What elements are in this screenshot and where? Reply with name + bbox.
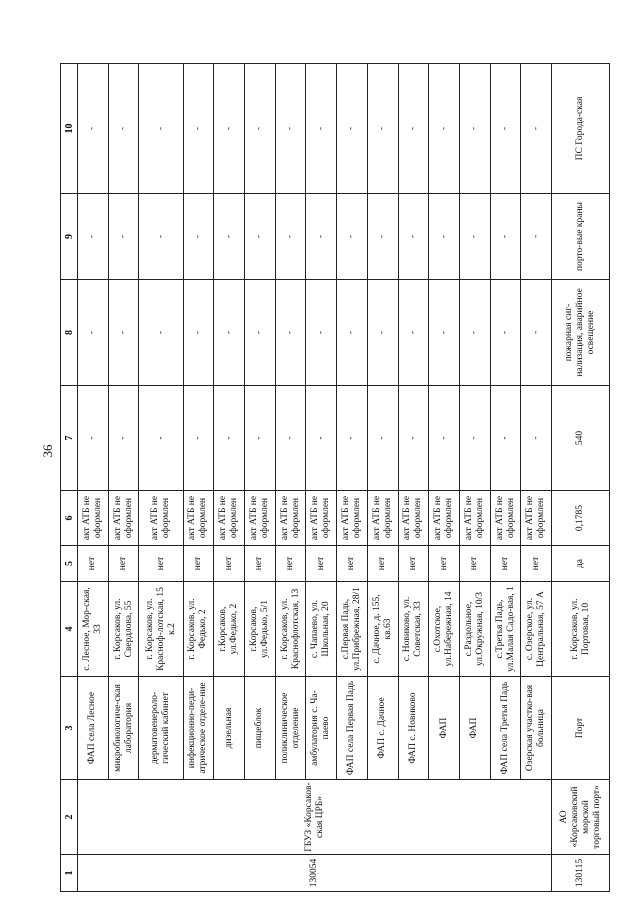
table-cell: с. Озерское, ул. Центральная, 57 А: [521, 582, 552, 677]
table-cell: -: [490, 386, 521, 491]
header-cell: 2: [61, 780, 78, 855]
table-row: [245, 64, 276, 892]
table-cell: -: [306, 386, 337, 491]
table-cell: -: [367, 194, 398, 280]
table-cell: ФАП с. Дачное: [367, 677, 398, 780]
table-cell: с. Новиково, ул. Советская, 33: [398, 582, 429, 677]
table-cell: дерматовенероло-гический кабинет: [139, 677, 183, 780]
table-cell: -: [245, 64, 276, 194]
table-cell: -: [429, 194, 460, 280]
table-cell: с. Чапаево, ул. Школьная, 20: [306, 582, 337, 677]
table-cell: инфекционно-педи-атрическое отделе-ние: [183, 677, 214, 780]
table-row: [306, 64, 337, 892]
table-cell: пожарная сиг-нализация, аварийное освещение: [552, 280, 610, 386]
table-cell: -: [275, 280, 306, 386]
table-row: [108, 64, 139, 892]
header-cell: 4: [61, 582, 78, 677]
table-cell: нет: [108, 546, 139, 582]
table-cell: -: [275, 64, 306, 194]
table-cell: ФАП села Первая Падь: [337, 677, 368, 780]
table-cell: нет: [367, 546, 398, 582]
rotated-table-wrapper: [60, 64, 610, 892]
table-body: [78, 64, 610, 892]
table-cell: -: [214, 280, 245, 386]
table-cell: АО «Корсаковский морской торговый порт»: [552, 780, 610, 855]
table-cell: -: [367, 280, 398, 386]
table-row: [139, 64, 183, 892]
table-row: [398, 64, 429, 892]
table-cell: акт АТБ не оформлен: [490, 491, 521, 546]
table-row: [521, 64, 552, 892]
table-cell: нет: [78, 546, 109, 582]
table-row: [78, 64, 109, 892]
table-cell: ПС Города-ская: [552, 64, 610, 194]
table-cell: порто-вые краны: [552, 194, 610, 280]
table-row: [275, 64, 306, 892]
table-cell: -: [108, 386, 139, 491]
table-cell: нет: [275, 546, 306, 582]
table-cell: -: [78, 280, 109, 386]
table-cell: -: [183, 194, 214, 280]
table-cell: -: [459, 280, 490, 386]
table-cell: с.Раздольное, ул.Окружная, 10/3: [459, 582, 490, 677]
table-cell: нет: [245, 546, 276, 582]
table-cell: -: [337, 280, 368, 386]
table-cell: -: [139, 386, 183, 491]
table-cell: пищеблок: [245, 677, 276, 780]
table-cell: -: [306, 280, 337, 386]
table-row: [459, 64, 490, 892]
table-cell: -: [490, 64, 521, 194]
table-cell: -: [337, 386, 368, 491]
table-cell: акт АТБ не оформлен: [183, 491, 214, 546]
table-row: [429, 64, 460, 892]
table-cell: -: [429, 64, 460, 194]
table-cell: -: [245, 194, 276, 280]
table-cell: -: [521, 280, 552, 386]
table-cell: 0,1785: [552, 491, 610, 546]
table-cell: -: [139, 194, 183, 280]
table-cell: поликлиническое отделение: [275, 677, 306, 780]
table-cell: -: [108, 194, 139, 280]
table-cell: ФАП села Лесное: [78, 677, 109, 780]
table-cell: -: [521, 194, 552, 280]
table-cell: дизельная: [214, 677, 245, 780]
table-cell: -: [214, 194, 245, 280]
table-cell: -: [306, 64, 337, 194]
table-cell: г.Корсаков, ул.Федько, 5/1: [245, 582, 276, 677]
table-cell: г. Корсаков, ул. Краснофлотская, 13: [275, 582, 306, 677]
table-cell: ФАП села Третья Падь: [490, 677, 521, 780]
header-cell: 9: [61, 194, 78, 280]
table-cell: нет: [429, 546, 460, 582]
table-cell: -: [490, 280, 521, 386]
table-cell: акт АТБ не оформлен: [459, 491, 490, 546]
table-cell: с. Лесное, Мор-ская, 33: [78, 582, 109, 677]
table-cell: с.Охотское, ул.Набережная, 14: [429, 582, 460, 677]
table-cell: -: [108, 280, 139, 386]
table-cell: -: [245, 386, 276, 491]
table-cell: -: [139, 280, 183, 386]
table-row: [552, 64, 610, 892]
table-cell: акт АТБ не оформлен: [521, 491, 552, 546]
table-cell: с. Дачное, д. 155, кв.63: [367, 582, 398, 677]
table-cell: г. Корсаков, ул. Портовая, 10: [552, 582, 610, 677]
table-cell: -: [183, 64, 214, 194]
table-cell: -: [459, 194, 490, 280]
table-cell: 540: [552, 386, 610, 491]
table-cell: -: [398, 64, 429, 194]
table-cell: -: [398, 194, 429, 280]
table-cell: да: [552, 546, 610, 582]
table-cell: акт АТБ не оформлен: [139, 491, 183, 546]
table-cell: -: [214, 64, 245, 194]
table-row: [214, 64, 245, 892]
table-row: [367, 64, 398, 892]
table-cell: -: [337, 194, 368, 280]
table-cell: ГБУЗ «Корсаков-ская ЦРБ»: [78, 780, 552, 855]
table-cell: с.Третья Падь, ул.Малая Садо-вая, 1: [490, 582, 521, 677]
table-cell: ФАП: [459, 677, 490, 780]
table-cell: -: [78, 64, 109, 194]
table-cell: акт АТБ не оформлен: [214, 491, 245, 546]
table-cell: акт АТБ не оформлен: [245, 491, 276, 546]
table-cell: акт АТБ не оформлен: [398, 491, 429, 546]
table-cell: г. Корсаков, ул. Федько, 2: [183, 582, 214, 677]
table-cell: нет: [183, 546, 214, 582]
table-cell: -: [429, 386, 460, 491]
table-cell: ФАП с. Новиково: [398, 677, 429, 780]
table-cell: -: [459, 386, 490, 491]
table-cell: -: [398, 386, 429, 491]
header-cell: 5: [61, 546, 78, 582]
table-cell: нет: [306, 546, 337, 582]
table-cell: -: [183, 280, 214, 386]
table-cell: с.Первая Падь, ул.Прибрежная, 28/1: [337, 582, 368, 677]
header-cell: 6: [61, 491, 78, 546]
table-cell: г.Корсаков, ул.Федько, 2: [214, 582, 245, 677]
table-cell: г. Корсаков, ул. Свердлова, 55: [108, 582, 139, 677]
table-cell: -: [214, 386, 245, 491]
header-cell: 7: [61, 386, 78, 491]
table-row: [490, 64, 521, 892]
table-cell: акт АТБ не оформлен: [108, 491, 139, 546]
table-cell: -: [490, 194, 521, 280]
page-number: 36: [40, 444, 55, 458]
table-cell: -: [367, 64, 398, 194]
table-cell: нет: [459, 546, 490, 582]
header-cell: 8: [61, 280, 78, 386]
table-row: [337, 64, 368, 892]
header-cell: 1: [61, 855, 78, 892]
table-cell: акт АТБ не оформлен: [306, 491, 337, 546]
table-cell: микробиологиче-ская лаборатория: [108, 677, 139, 780]
table-cell: -: [78, 386, 109, 491]
table-cell: г. Корсаков, ул. Красноф-лотская, 15 к.2: [139, 582, 183, 677]
table-cell: Озерская участко-вая больница: [521, 677, 552, 780]
table-cell: -: [521, 64, 552, 194]
data-table: [60, 63, 610, 892]
table-cell: 130054: [78, 855, 552, 892]
table-cell: -: [183, 386, 214, 491]
table-cell: -: [337, 64, 368, 194]
table-cell: -: [78, 194, 109, 280]
table-cell: нет: [337, 546, 368, 582]
table-cell: -: [245, 280, 276, 386]
table-cell: -: [139, 64, 183, 194]
table-cell: -: [367, 386, 398, 491]
table-cell: нет: [139, 546, 183, 582]
table-row: [183, 64, 214, 892]
table-cell: -: [521, 386, 552, 491]
table-cell: нет: [398, 546, 429, 582]
table-cell: акт АТБ не оформлен: [275, 491, 306, 546]
table-cell: ФАП: [429, 677, 460, 780]
header-cell: 10: [61, 64, 78, 194]
table-cell: -: [275, 386, 306, 491]
table-cell: -: [398, 280, 429, 386]
table-cell: -: [108, 64, 139, 194]
table-cell: акт АТБ не оформлен: [78, 491, 109, 546]
table-cell: амбулатория с. Ча-паево: [306, 677, 337, 780]
table-cell: акт АТБ не оформлен: [429, 491, 460, 546]
table-cell: нет: [521, 546, 552, 582]
table-cell: нет: [214, 546, 245, 582]
table-cell: -: [429, 280, 460, 386]
table-cell: -: [306, 194, 337, 280]
table-cell: Порт: [552, 677, 610, 780]
table-cell: -: [275, 194, 306, 280]
table-cell: акт АТБ не оформлен: [367, 491, 398, 546]
table-cell: -: [459, 64, 490, 194]
table-cell: нет: [490, 546, 521, 582]
header-cell: 3: [61, 677, 78, 780]
header-row: [61, 64, 78, 892]
table-cell: 130115: [552, 855, 610, 892]
table-cell: акт АТБ не оформлен: [337, 491, 368, 546]
